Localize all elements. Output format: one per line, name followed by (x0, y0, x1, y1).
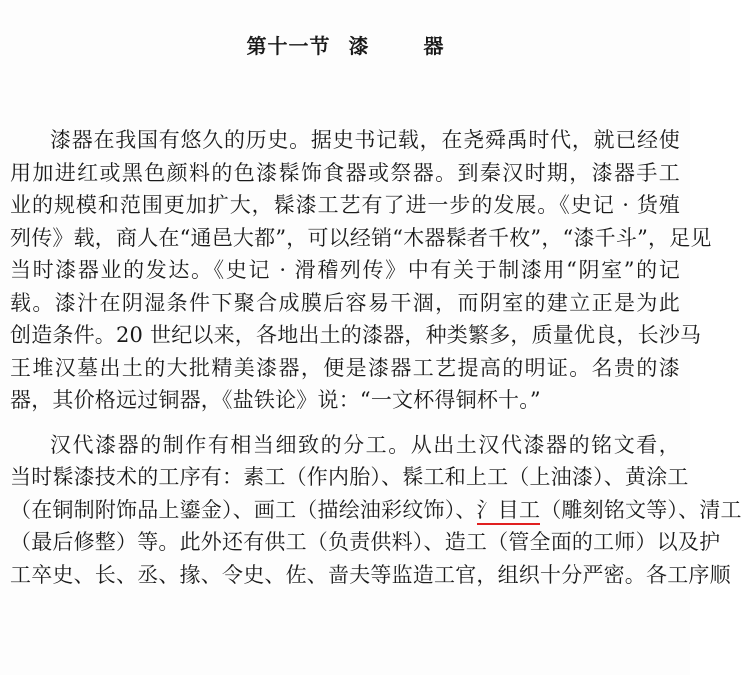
paragraph-2 (10, 429, 742, 592)
text-line: 汉代漆器的制作有相当细致的分工。从出土汉代漆器的铭文看， (50, 432, 680, 457)
text-line: 列传》载，商人在“通邑大都”，可以经销“木器髹者千枚”，“漆千斗”，足见 (10, 225, 712, 250)
body-text (10, 124, 742, 591)
text-line: 当时漆器业的发达。《史记 · 滑稽列传》中有关于制漆用“阴室”的记 (10, 258, 680, 282)
text-line: 当时髹漆技术的工序有：素工（作内胎）、髹工和上工（上油漆）、黄涂工 (10, 465, 689, 489)
section-heading (0, 30, 690, 59)
section-title: 漆 器 (348, 34, 468, 58)
text-line: 载。漆汁在阴湿条件下聚合成膜后容易干涸，而阴室的建立正是为此 (10, 290, 680, 315)
paragraph-gap (10, 417, 680, 429)
text-line: 漆器在我国有悠久的历史。据史书记载，在尧舜禹时代，就已经使 (50, 128, 680, 152)
text-line: 工卒史、长、丞、掾、令史、佐、啬夫等监造工官，组织十分严密。各工序顺 (10, 562, 731, 587)
text-line: 业的规模和范围更加扩大，髹漆工艺有了进一步的发展。《史记 · 货殖 (10, 193, 680, 217)
text-line: 王堆汉墓出土的大批精美漆器，便是漆器工艺提高的明证。名贵的漆 (10, 355, 680, 380)
paragraph-1 (10, 124, 712, 417)
text-line: 器，其价格远过铜器，《盐铁论》说：“一文杯得铜杯十。” (10, 388, 541, 412)
underlined-term: 氵目工 (477, 497, 541, 525)
text-segment: （雕刻铭文等）、清工 (540, 497, 742, 522)
text-line (10, 494, 742, 527)
text-segment: （在铜制附饰品上鎏金）、画工（描绘油彩纹饰）、 (10, 497, 477, 522)
section-number: 第十一节 (246, 34, 331, 58)
text-line: 用加进红或黑色颜料的色漆髹饰食器或祭器。到秦汉时期，漆器手工 (10, 160, 680, 185)
text-line: （最后修整）等。此外还有供工（负责供料）、造工（管全面的工师）以及护 (10, 530, 721, 554)
text-line: 创造条件。20 世纪以来，各地出土的漆器，种类繁多，质量优良，长沙马 (10, 323, 702, 347)
